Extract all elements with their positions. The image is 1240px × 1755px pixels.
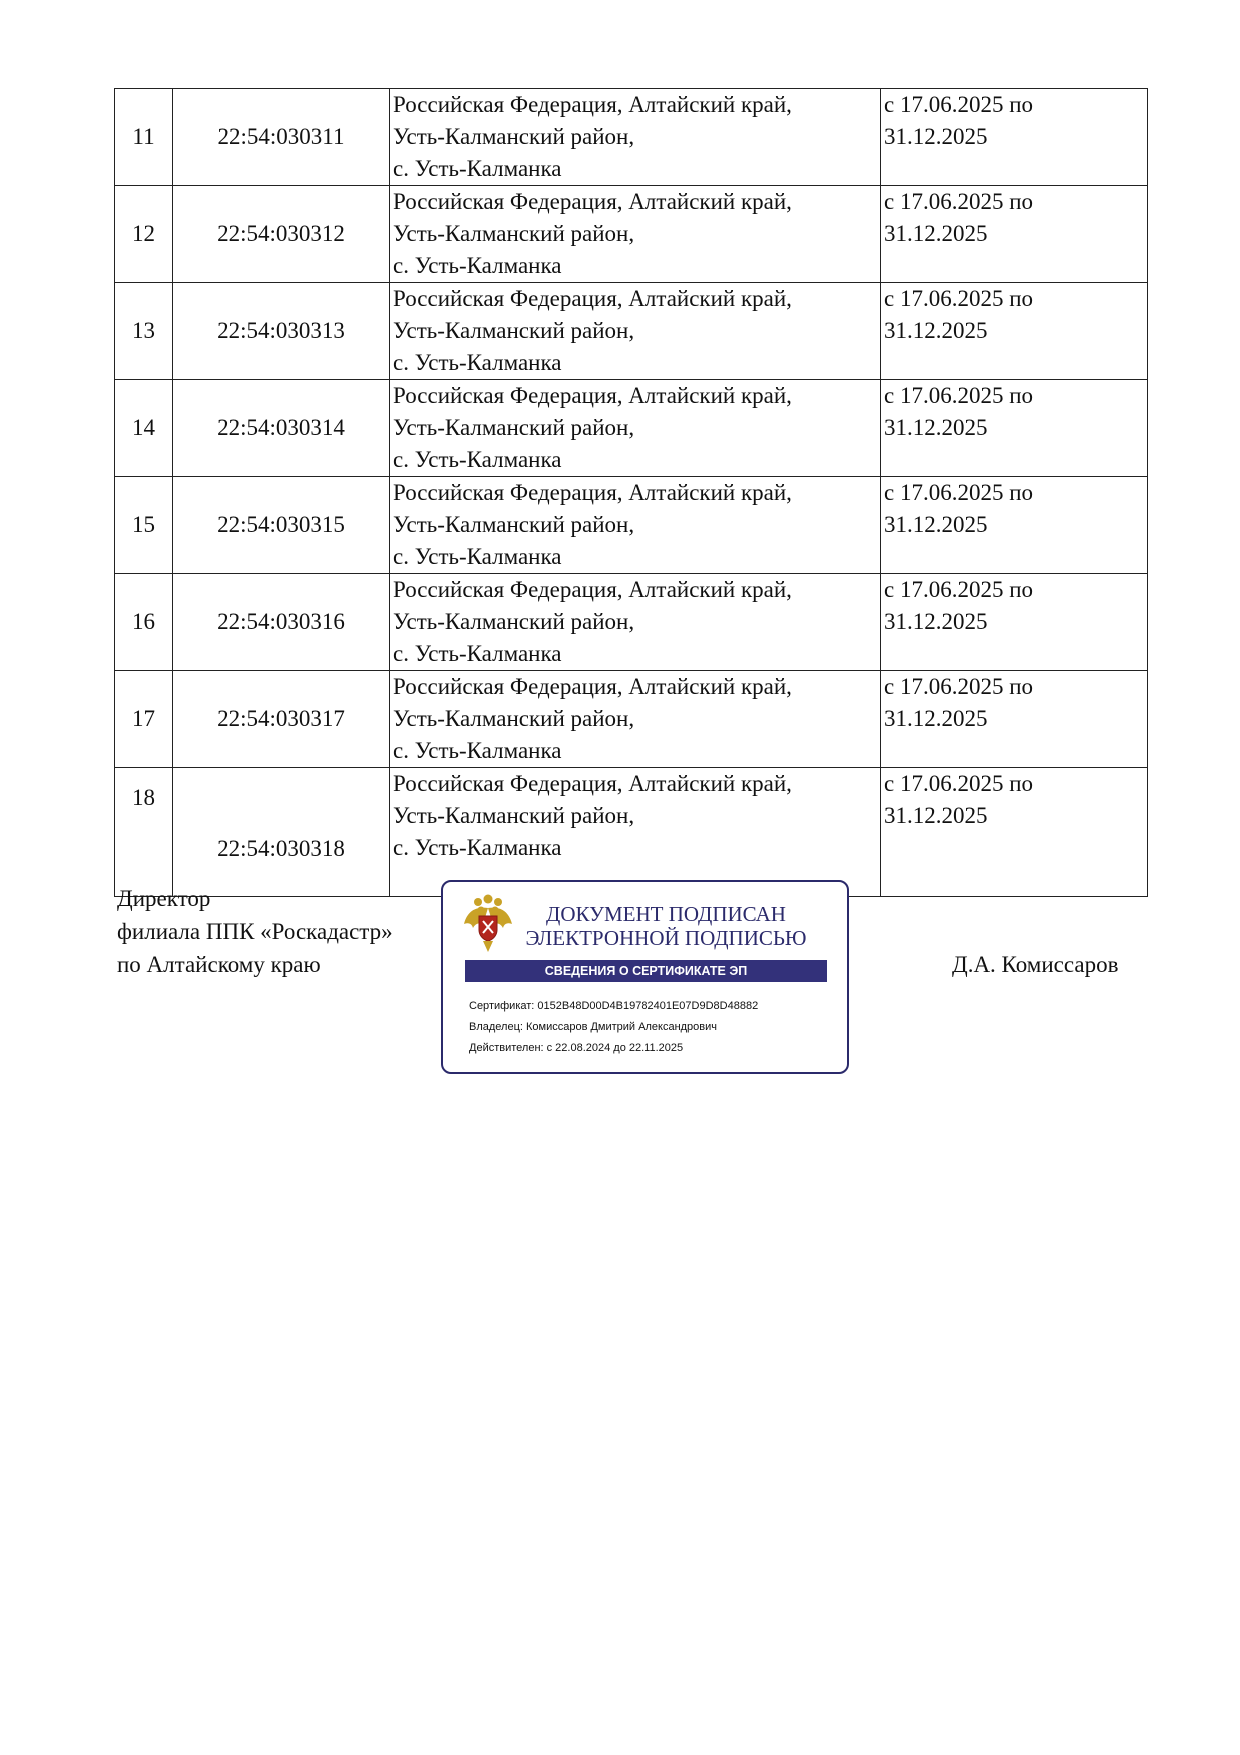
table-row: [115, 380, 1148, 477]
cadastral-quarter: 22:54:030318: [173, 768, 390, 897]
signer-position-line: по Алтайскому краю: [117, 952, 321, 977]
address-line: с. Усть-Калманка: [393, 544, 562, 569]
period-line: с 17.06.2025 по: [884, 286, 1034, 311]
period-line: 31.12.2025: [884, 512, 988, 537]
address-cell: [390, 380, 881, 477]
table-row: [115, 574, 1148, 671]
address-line: Российская Федерация, Алтайский край,: [393, 189, 792, 214]
address-cell: [390, 768, 881, 897]
address-line: Усть-Калманский район,: [393, 124, 635, 149]
period-line: 31.12.2025: [884, 318, 988, 343]
row-number: 14: [115, 380, 173, 477]
table-row: [115, 89, 1148, 186]
row-number: 12: [115, 186, 173, 283]
period-cell: [881, 283, 1148, 380]
cadastral-quarter: 22:54:030312: [173, 186, 390, 283]
address-line: Усть-Калманский район,: [393, 512, 635, 537]
cadastral-quarter: 22:54:030315: [173, 477, 390, 574]
address-cell: [390, 477, 881, 574]
electronic-signature-stamp: [441, 880, 849, 1074]
certificate-validity: Действителен: с 22.08.2024 до 22.11.2025: [469, 1042, 684, 1054]
table-row: [115, 283, 1148, 380]
address-line: Усть-Калманский район,: [393, 609, 635, 634]
period-cell: [881, 186, 1148, 283]
address-line: Усть-Калманский район,: [393, 415, 635, 440]
certificate-info-header: СВЕДЕНИЯ О СЕРТИФИКАТЕ ЭП: [465, 960, 827, 982]
address-line: с. Усть-Калманка: [393, 156, 562, 181]
cadastral-quarter: 22:54:030317: [173, 671, 390, 768]
stamp-title-line: ДОКУМЕНТ ПОДПИСАН: [546, 902, 786, 926]
signer-position: [117, 882, 393, 981]
address-line: с. Усть-Калманка: [393, 641, 562, 666]
period-cell: [881, 89, 1148, 186]
address-line: Усть-Калманский район,: [393, 706, 635, 731]
signer-position-line: Директор: [117, 886, 211, 911]
row-number: 15: [115, 477, 173, 574]
row-number: 13: [115, 283, 173, 380]
period-line: с 17.06.2025 по: [884, 383, 1034, 408]
table-row: [115, 186, 1148, 283]
registry-table: [114, 88, 1148, 897]
period-line: 31.12.2025: [884, 609, 988, 634]
period-cell: [881, 380, 1148, 477]
address-line: Российская Федерация, Алтайский край,: [393, 674, 792, 699]
period-cell: [881, 671, 1148, 768]
period-cell: [881, 574, 1148, 671]
address-line: с. Усть-Калманка: [393, 835, 562, 860]
address-line: Российская Федерация, Алтайский край,: [393, 577, 792, 602]
period-line: с 17.06.2025 по: [884, 480, 1034, 505]
row-number: 18: [115, 768, 173, 897]
address-line: Российская Федерация, Алтайский край,: [393, 771, 792, 796]
period-line: с 17.06.2025 по: [884, 771, 1034, 796]
period-line: с 17.06.2025 по: [884, 189, 1034, 214]
certificate-owner: Владелец: Комиссаров Дмитрий Александрович: [469, 1021, 718, 1033]
address-line: Российская Федерация, Алтайский край,: [393, 286, 792, 311]
address-line: Усть-Калманский район,: [393, 221, 635, 246]
period-line: с 17.06.2025 по: [884, 92, 1034, 117]
address-cell: [390, 671, 881, 768]
stamp-title: [521, 902, 811, 950]
cadastral-quarter: 22:54:030314: [173, 380, 390, 477]
period-line: 31.12.2025: [884, 221, 988, 246]
address-line: Российская Федерация, Алтайский край,: [393, 92, 792, 117]
address-line: Усть-Калманский район,: [393, 803, 635, 828]
row-number: 16: [115, 574, 173, 671]
certificate-details: [469, 996, 758, 1059]
period-cell: [881, 477, 1148, 574]
period-line: 31.12.2025: [884, 803, 988, 828]
period-line: 31.12.2025: [884, 706, 988, 731]
address-line: Усть-Калманский район,: [393, 318, 635, 343]
row-number: 11: [115, 89, 173, 186]
table-row: [115, 768, 1148, 897]
address-line: с. Усть-Калманка: [393, 738, 562, 763]
signer-name: Д.А. Комиссаров: [952, 952, 1119, 977]
stamp-title-line: ЭЛЕКТРОННОЙ ПОДПИСЬЮ: [525, 926, 807, 950]
period-line: с 17.06.2025 по: [884, 577, 1034, 602]
address-line: с. Усть-Калманка: [393, 350, 562, 375]
address-cell: [390, 574, 881, 671]
cadastral-quarter: 22:54:030311: [173, 89, 390, 186]
table-row: [115, 477, 1148, 574]
address-line: Российская Федерация, Алтайский край,: [393, 480, 792, 505]
row-number: 17: [115, 671, 173, 768]
address-cell: [390, 283, 881, 380]
russian-coat-of-arms-icon: [461, 894, 515, 954]
period-cell: [881, 768, 1148, 897]
address-line: с. Усть-Калманка: [393, 447, 562, 472]
address-line: с. Усть-Калманка: [393, 253, 562, 278]
address-cell: [390, 89, 881, 186]
signer-position-line: филиала ППК «Роскадастр»: [117, 919, 393, 944]
cadastral-quarter: 22:54:030316: [173, 574, 390, 671]
certificate-number: Сертификат: 0152B48D00D4B19782401E07D9D8D48882: [469, 1000, 759, 1012]
period-line: с 17.06.2025 по: [884, 674, 1034, 699]
address-cell: [390, 186, 881, 283]
period-line: 31.12.2025: [884, 124, 988, 149]
period-line: 31.12.2025: [884, 415, 988, 440]
table-row: [115, 671, 1148, 768]
cadastral-quarter: 22:54:030313: [173, 283, 390, 380]
address-line: Российская Федерация, Алтайский край,: [393, 383, 792, 408]
